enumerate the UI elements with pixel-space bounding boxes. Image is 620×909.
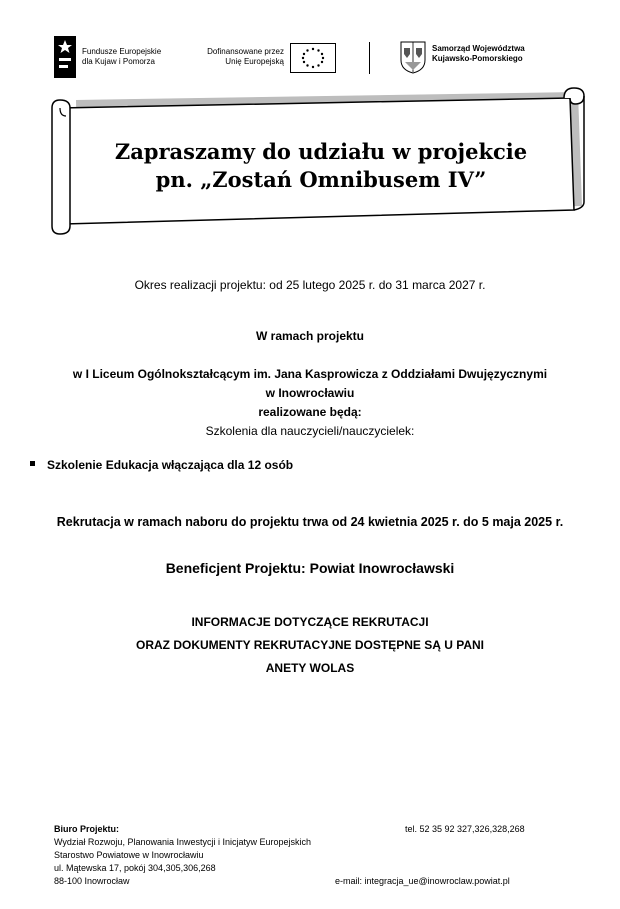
- region-logo-line2: Kujawsko-Pomorskiego: [432, 54, 523, 63]
- project-period: Okres realizacji projektu: od 25 lutego 2025 r. do 31 marca 2027 r.: [134, 278, 486, 292]
- bullet-icon: [30, 461, 35, 466]
- coat-of-arms-icon: [400, 40, 426, 74]
- office-department: Wydział Rozwoju, Planowania Inwestycji i Inicjatyw Europejskich: [54, 837, 312, 847]
- fe-logo-line1: Fundusze Europejskie: [82, 47, 162, 56]
- banner-title-line2: pn. „Zostań Omnibusem IV”: [155, 167, 487, 192]
- eu-logo-line1: Dofinansowane przez: [207, 47, 284, 56]
- trainings-label: Szkolenia dla nauczycieli/nauczycielek:: [205, 424, 415, 438]
- region-logo-text: [432, 44, 525, 64]
- fe-logo-line2: dla Kujaw i Pomorza: [82, 57, 155, 66]
- realized-label: realizowane będą:: [258, 405, 362, 419]
- info-line1: INFORMACJE DOTYCZĄCE REKRUTACJI: [191, 615, 429, 629]
- banner-title: [0, 138, 620, 194]
- office-starostwo: Starostwo Powiatowe w Inowrocławiu: [54, 850, 204, 860]
- office-street: ul. Mątewska 17, pokój 304,305,306,268: [54, 863, 216, 873]
- beneficiary: Beneficjent Projektu: Powiat Inowrocławski: [165, 560, 455, 576]
- info-line2: ORAZ DOKUMENTY REKRUTACYJNE DOSTĘPNE SĄ U PANI: [135, 638, 485, 652]
- fe-logo-text: [82, 47, 161, 67]
- region-logo-line1: Samorząd Województwa: [432, 44, 525, 53]
- training-item: Szkolenie Edukacja włączająca dla 12 osób: [47, 458, 294, 472]
- intro-heading: W ramach projektu: [255, 329, 365, 343]
- office-city: 88-100 Inowrocław: [54, 876, 130, 886]
- logo-divider: [369, 42, 370, 74]
- office-label: Biuro Projektu:: [54, 824, 120, 834]
- eu-flag-icon: [290, 43, 336, 73]
- school-line1: w I Liceum Ogólnokształcącym im. Jana Kasprowicza z Oddziałami Dwujęzycznymi: [72, 367, 548, 381]
- eu-logo-text: [194, 47, 284, 67]
- eu-logo-line2: Unię Europejską: [225, 57, 284, 66]
- info-line3: ANETY WOLAS: [265, 661, 355, 675]
- banner-title-line1: Zapraszamy do udziału w projekcie: [114, 139, 528, 164]
- footer-phone: tel. 52 35 92 327,326,328,268: [405, 824, 525, 834]
- school-line2: w Inowrocławiu: [265, 386, 355, 400]
- recruitment-period: Rekrutacja w ramach naboru do projektu trwa od 24 kwietnia 2025 r. do 5 maja 2025 r.: [56, 515, 564, 529]
- footer-address-block: [54, 823, 311, 888]
- footer-email: e-mail: integracja_ue@inowroclaw.powiat.pl: [335, 876, 510, 886]
- fe-logo-icon: [54, 36, 76, 78]
